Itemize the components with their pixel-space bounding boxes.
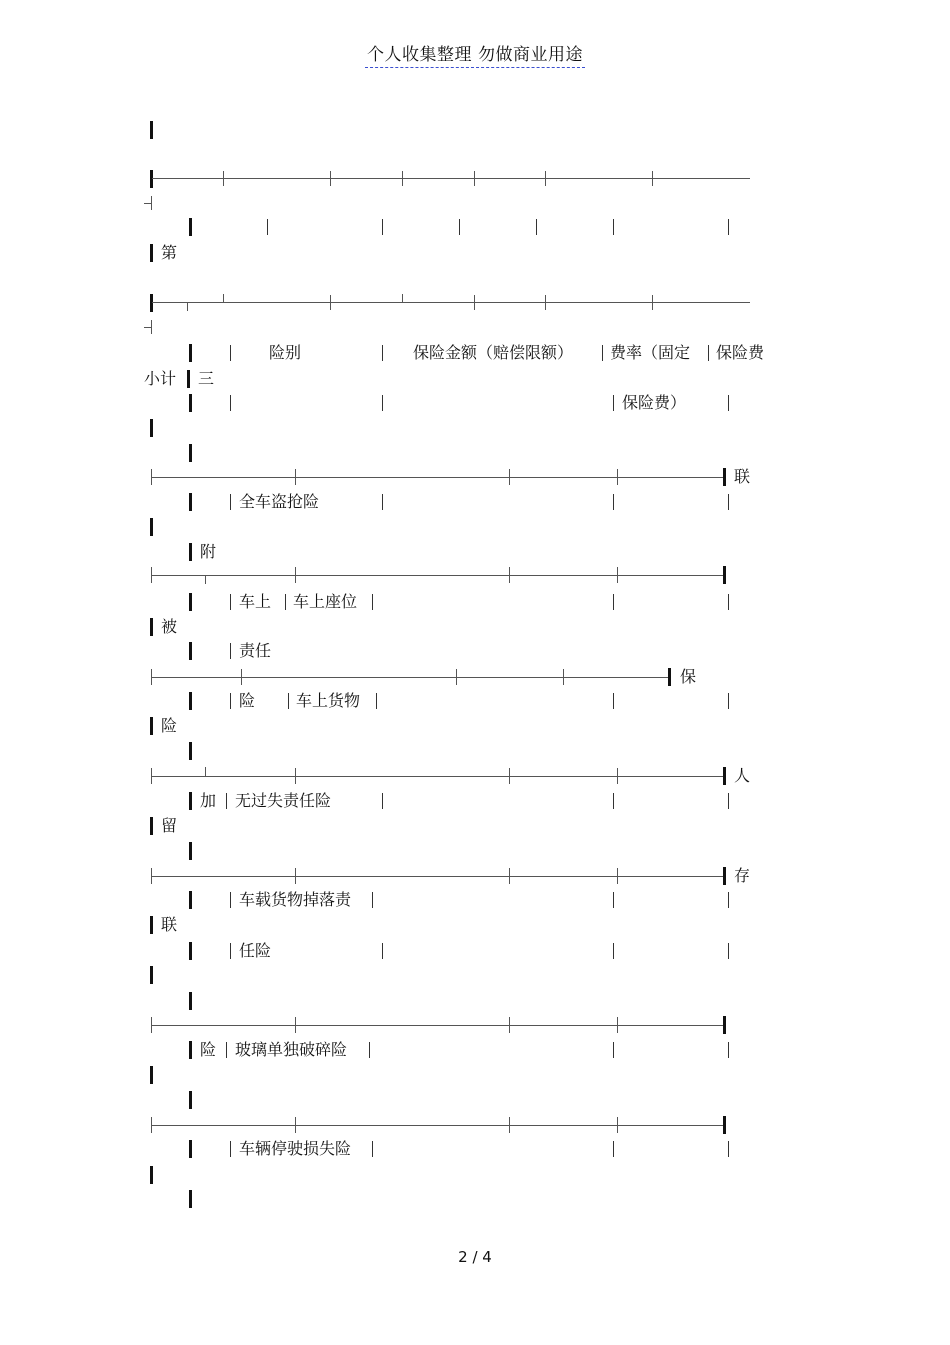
- border-mark: [150, 518, 153, 536]
- table-tick: [223, 294, 224, 303]
- table-tick: [295, 469, 296, 485]
- table-tick: [295, 1017, 296, 1033]
- table-tick: [151, 469, 152, 485]
- border-mark: [189, 543, 192, 561]
- table-tick: [563, 669, 564, 685]
- border-mark: [150, 170, 153, 188]
- cell-separator: [602, 345, 603, 361]
- border-mark: [723, 566, 726, 584]
- cell-separator: [226, 793, 227, 809]
- table-rule: [152, 1025, 724, 1026]
- border-mark: [189, 444, 192, 462]
- border-mark: [723, 767, 726, 785]
- border-mark: [668, 668, 671, 686]
- cell-separator: [230, 693, 231, 709]
- side-label-subtotal: 小计: [144, 369, 177, 388]
- table-tick: [330, 295, 331, 310]
- cell-separator: [267, 219, 268, 235]
- header-title: 个人收集整理 勿做商业用途: [365, 45, 585, 68]
- table-tick: [617, 868, 618, 884]
- table-tick: [474, 295, 475, 310]
- side-label-liu: 留: [161, 816, 178, 835]
- border-mark: [723, 867, 726, 885]
- table-tick: [402, 171, 403, 186]
- border-mark: [150, 717, 153, 735]
- cell-separator: [376, 693, 377, 709]
- row-theft: 全车盗抢险: [239, 492, 320, 511]
- table-tick: [509, 567, 510, 583]
- table-rule: [144, 203, 152, 204]
- table-tick: [545, 171, 546, 186]
- border-mark: [189, 742, 192, 760]
- border-mark: [150, 1066, 153, 1084]
- header-insurance-type: 险别: [269, 343, 302, 362]
- table-tick: [151, 1117, 152, 1133]
- cell-separator: [372, 892, 373, 908]
- cell-separator: [613, 793, 614, 809]
- table-rule: [152, 876, 724, 877]
- table-tick: [151, 669, 152, 685]
- cell-separator: [728, 1042, 729, 1058]
- border-mark: [150, 294, 153, 312]
- border-mark: [189, 493, 192, 511]
- table-tick: [617, 1017, 618, 1033]
- border-mark: [150, 966, 153, 984]
- row-cargo: 车上货物: [296, 691, 361, 710]
- row-cargo-drop-cont: 任险: [239, 941, 272, 960]
- page-number: 2 / 4: [458, 1248, 492, 1266]
- cell-separator: [230, 643, 231, 659]
- cell-separator: [728, 892, 729, 908]
- cell-separator: [382, 395, 383, 411]
- border-mark: [189, 1140, 192, 1158]
- cell-separator: [613, 943, 614, 959]
- table-tick: [456, 669, 457, 685]
- header-premium: 保险费: [716, 343, 765, 362]
- side-label-xian-group: 险: [200, 1040, 217, 1059]
- cell-separator: [613, 219, 614, 235]
- table-tick: [151, 567, 152, 583]
- cell-separator: [382, 793, 383, 809]
- row-liability: 责任: [239, 641, 272, 660]
- side-label-xian: 险: [161, 716, 178, 735]
- table-tick: [652, 171, 653, 186]
- cell-separator: [613, 892, 614, 908]
- border-mark: [723, 468, 726, 486]
- cell-separator: [372, 1141, 373, 1157]
- border-mark: [189, 992, 192, 1010]
- cell-separator: [230, 345, 231, 361]
- side-label-lian: 联: [734, 467, 751, 486]
- border-mark: [189, 792, 192, 810]
- cell-separator: [382, 345, 383, 361]
- table-tick: [652, 295, 653, 310]
- border-mark: [723, 1116, 726, 1134]
- border-mark: [150, 817, 153, 835]
- border-mark: [189, 891, 192, 909]
- border-mark: [189, 942, 192, 960]
- table-tick: [617, 567, 618, 583]
- row-onboard: 车上: [239, 592, 272, 611]
- cell-separator: [708, 345, 709, 361]
- cell-separator: [728, 395, 729, 411]
- table-tick: [509, 1117, 510, 1133]
- page-header: [0, 40, 950, 65]
- cell-separator: [728, 1141, 729, 1157]
- cell-separator: [230, 943, 231, 959]
- side-label-fu: 附: [200, 542, 217, 561]
- table-tick: [151, 768, 152, 784]
- table-tick: [474, 171, 475, 186]
- side-label-ren: 人: [734, 766, 751, 785]
- table-tick: [187, 303, 188, 311]
- cell-separator: [382, 943, 383, 959]
- table-rule: [152, 477, 724, 478]
- cell-separator: [728, 219, 729, 235]
- row-downtime: 车辆停驶损失险: [239, 1139, 352, 1158]
- cell-separator: [230, 494, 231, 510]
- table-tick: [509, 868, 510, 884]
- table-rule: [152, 302, 750, 303]
- border-mark: [150, 121, 153, 139]
- border-mark: [189, 642, 192, 660]
- border-mark: [189, 842, 192, 860]
- table-tick: [205, 767, 206, 776]
- border-mark: [150, 916, 153, 934]
- border-mark: [187, 370, 190, 388]
- border-mark: [189, 1041, 192, 1059]
- table-tick: [241, 669, 242, 685]
- cell-separator: [230, 594, 231, 610]
- cell-separator: [613, 1141, 614, 1157]
- border-mark: [189, 344, 192, 362]
- side-label-di: 第: [161, 243, 178, 262]
- table-rule: [152, 178, 750, 179]
- cell-separator: [372, 594, 373, 610]
- table-rule: [152, 677, 669, 678]
- header-rate-line2: 保险费）: [622, 393, 687, 412]
- table-tick: [545, 295, 546, 310]
- cell-separator: [382, 219, 383, 235]
- table-tick: [509, 1017, 510, 1033]
- table-rule: [152, 776, 724, 777]
- table-tick: [617, 469, 618, 485]
- border-mark: [150, 419, 153, 437]
- table-tick: [295, 768, 296, 784]
- cell-separator: [728, 494, 729, 510]
- border-mark: [723, 1016, 726, 1034]
- cell-separator: [226, 1042, 227, 1058]
- row-no-fault: 无过失责任险: [235, 791, 332, 810]
- table-tick: [617, 768, 618, 784]
- side-label-bei: 被: [161, 617, 178, 636]
- table-tick: [295, 567, 296, 583]
- table-rule: [152, 1125, 724, 1126]
- border-mark: [150, 244, 153, 262]
- border-mark: [189, 593, 192, 611]
- header-amount: 保险金额（赔偿限额）: [413, 343, 574, 362]
- table-tick: [205, 576, 206, 584]
- cell-separator: [536, 219, 537, 235]
- border-mark: [150, 1166, 153, 1184]
- table-tick: [617, 1117, 618, 1133]
- border-mark: [189, 692, 192, 710]
- table-tick: [509, 768, 510, 784]
- table-tick: [402, 294, 403, 303]
- cell-separator: [728, 943, 729, 959]
- side-label-bao: 保: [680, 667, 697, 686]
- table-tick: [295, 868, 296, 884]
- cell-separator: [728, 594, 729, 610]
- cell-separator: [728, 793, 729, 809]
- table-tick: [151, 868, 152, 884]
- table-tick: [295, 1117, 296, 1133]
- cell-separator: [728, 693, 729, 709]
- cell-separator: [369, 1042, 370, 1058]
- border-mark: [189, 218, 192, 236]
- cell-separator: [613, 594, 614, 610]
- header-rate-line1: 费率（固定: [610, 343, 691, 362]
- cell-separator: [230, 1141, 231, 1157]
- cell-separator: [382, 494, 383, 510]
- row-onboard-xian: 险: [239, 691, 256, 710]
- border-mark: [189, 1190, 192, 1208]
- table-tick: [509, 469, 510, 485]
- cell-separator: [613, 1042, 614, 1058]
- cell-separator: [288, 693, 289, 709]
- table-rule: [152, 575, 724, 576]
- border-mark: [189, 1091, 192, 1109]
- cell-separator: [230, 395, 231, 411]
- side-label-san: 三: [198, 369, 215, 388]
- cell-separator: [613, 395, 614, 411]
- cell-separator: [285, 594, 286, 610]
- row-seat: 车上座位: [293, 592, 358, 611]
- table-rule: [144, 327, 152, 328]
- cell-separator: [613, 494, 614, 510]
- row-glass: 玻璃单独破碎险: [235, 1040, 348, 1059]
- cell-separator: [613, 693, 614, 709]
- cell-separator: [459, 219, 460, 235]
- border-mark: [150, 618, 153, 636]
- border-mark: [189, 394, 192, 412]
- table-tick: [330, 171, 331, 186]
- table-tick: [151, 1017, 152, 1033]
- side-label-cun: 存: [734, 866, 751, 885]
- row-cargo-drop: 车载货物掉落责: [239, 890, 352, 909]
- cell-separator: [230, 892, 231, 908]
- table-tick: [223, 171, 224, 186]
- side-label-lian-2: 联: [161, 915, 178, 934]
- side-label-jia: 加: [200, 791, 217, 810]
